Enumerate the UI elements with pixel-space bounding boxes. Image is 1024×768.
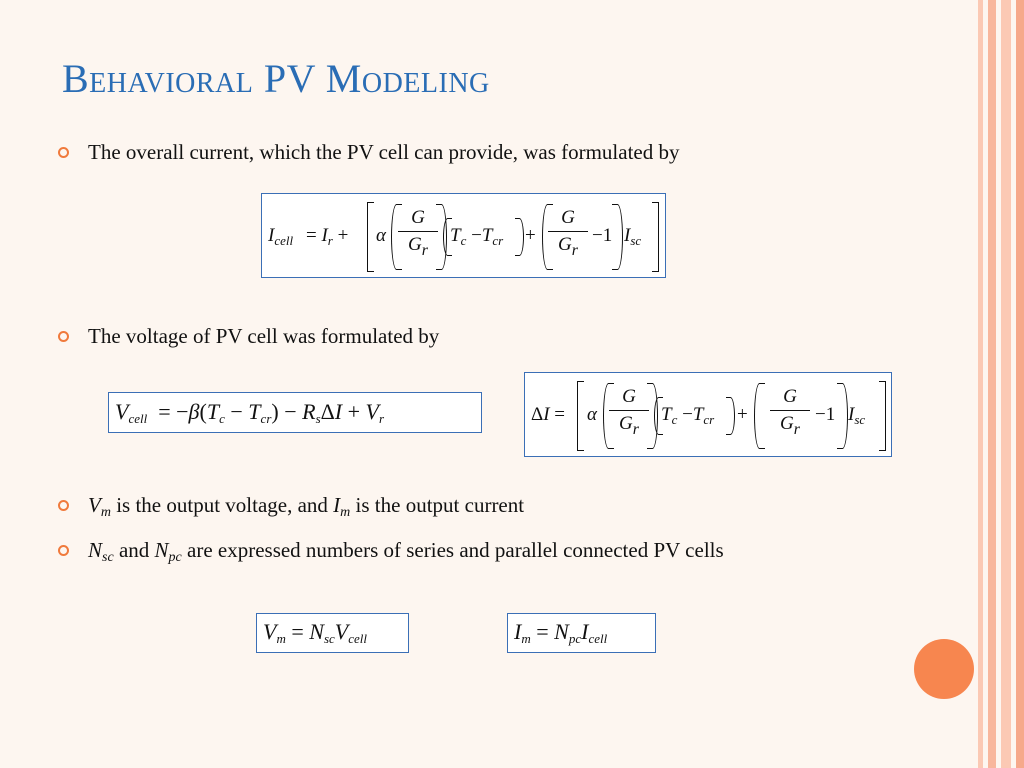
- stripe: [978, 0, 983, 768]
- bullet-text: The overall current, which the PV cell can provide, was formulated by: [88, 140, 680, 164]
- bullet-text: The voltage of PV cell was formulated by: [88, 324, 440, 348]
- equation-module-current: $I_m = N_{pc}I_{cell}$: [507, 613, 656, 653]
- equation-cell-current: $I_{cell}$ = $I_r$ + α G $G_r$ $T_c -T_{cr}$ + G $G_r$ −1 $I_{sc}$: [261, 193, 666, 278]
- bullet-dot-icon: [58, 500, 69, 511]
- bullet-text: $N_{sc}$ and $N_{pc}$ are expressed numbers of series and parallel connected PV cells: [88, 538, 724, 565]
- bullet-dot-icon: [58, 545, 69, 556]
- equation-module-voltage: $V_m = N_{sc}V_{cell}$: [256, 613, 409, 653]
- decorative-stripes: [974, 0, 1024, 768]
- equation-delta-current: ΔI = α G $G_r$ $T_c -T_{cr}$ + G $G_r$ −1 $I_{sc}$: [524, 372, 892, 457]
- decorative-circle: [914, 639, 974, 699]
- stripe: [988, 0, 996, 768]
- bullet-dot-icon: [58, 331, 69, 342]
- slide-title: Behavioral PV Modeling: [62, 56, 490, 101]
- bullet-dot-icon: [58, 147, 69, 158]
- equation-cell-voltage: $V_{cell} = -\beta(T_c - T_{cr}) - R_s\Delta I + V_r$: [108, 392, 482, 433]
- stripe: [1001, 0, 1011, 768]
- stripe: [1016, 0, 1024, 768]
- bullet-text: $V_m$ is the output voltage, and $I_m$ is the output current: [88, 493, 525, 520]
